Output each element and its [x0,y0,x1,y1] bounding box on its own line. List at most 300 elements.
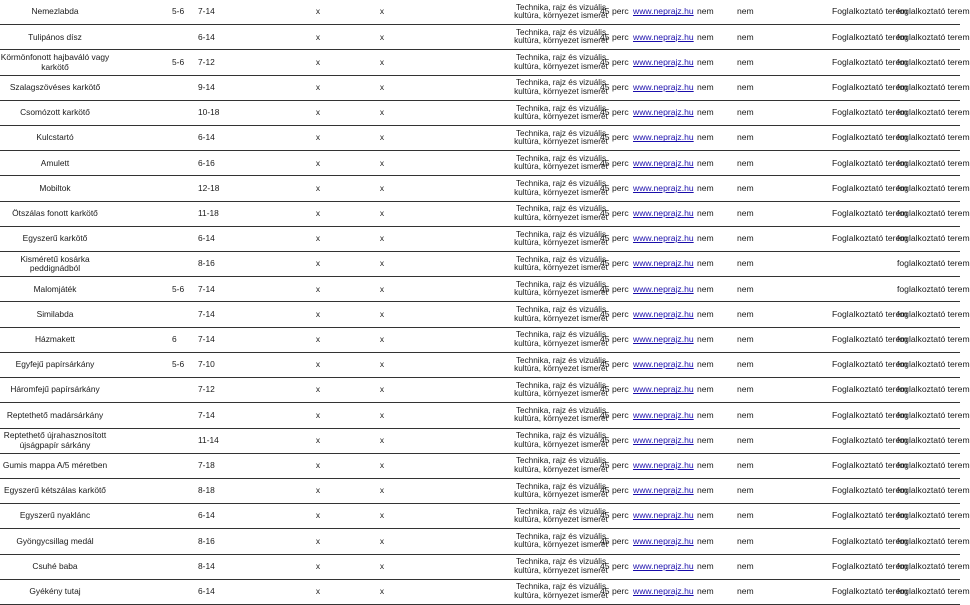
room-primary [832,277,896,301]
grade-lower: 5-6 [172,359,185,370]
table-row [0,277,970,302]
age-range: 11-18 [198,207,219,218]
option-a-value: nem [697,434,714,445]
mark-a: x [315,81,321,92]
option-a-value: nem [697,233,714,244]
room-primary: Foglalkoztató terem [832,409,908,420]
website-link[interactable]: www.neprajz.hu [633,6,694,17]
grade-lower: 5-6 [172,283,185,294]
website-link[interactable]: www.neprajz.hu [633,233,694,244]
program-name: Kulcstartó [36,132,74,143]
room-primary: Foglalkoztató terem [832,308,908,319]
option-a-value: nem [697,182,714,193]
program-name: Ötszálas fonott karkötő [12,207,98,218]
option-a-value: nem [697,258,714,269]
grade-lower [172,555,192,579]
grade-lower [172,252,192,276]
room-secondary: foglalkoztató terem [897,308,970,319]
program-name: Házmakett [34,334,76,344]
option-b-value: nem [737,233,754,244]
table-row [0,50,970,75]
age-range: 8-18 [198,485,215,496]
age-range: 7-12 [198,384,215,395]
grade-lower [172,227,192,251]
room-primary: Foglalkoztató terem [832,510,908,521]
program-name: Similabda [36,308,74,319]
mark-b: x [379,510,385,521]
room-secondary: foglalkoztató terem [897,586,970,597]
duration: 45 perc [600,182,629,193]
mark-b: x [379,31,385,42]
option-b-value: nem [737,56,754,67]
program-name: Gyékény tutaj [29,586,81,597]
room-secondary: foglalkoztató terem [897,434,970,445]
program-name: Csomózott karkötő [20,107,90,118]
subject-areas: Technika, rajz és vizuális kultúra, környezet ismeret [514,279,608,298]
website-link[interactable]: www.neprajz.hu [633,586,694,597]
table-row [0,126,970,151]
website-link[interactable]: www.neprajz.hu [633,560,694,571]
table-row [0,25,970,50]
mark-a: x [315,31,321,42]
subject-areas: Technika, rajz és vizuális kultúra, környezet ismeret [514,305,608,323]
program-name: Szalagszövéses karkötő [9,81,101,92]
option-b-value: nem [737,157,754,168]
age-range: 11-14 [198,434,219,445]
age-range: 6-14 [198,132,215,143]
option-b-value: nem [737,384,754,395]
option-a-value: nem [697,157,714,168]
age-range: 8-14 [198,560,215,571]
subject-areas: Technika, rajz és vizuális kultúra, környezet ismeret [514,103,608,121]
option-a-value: nem [697,485,714,496]
option-b-value: nem [737,258,754,269]
option-b-value: nem [737,308,754,319]
mark-b: x [379,460,385,471]
grade-lower [172,76,192,100]
option-b-value: nem [737,485,754,496]
mark-b: x [379,207,385,218]
age-range: 12-18 [198,182,220,193]
table-row [0,454,970,479]
mark-b: x [379,56,385,67]
option-b-value: nem [737,107,754,118]
mark-a: x [315,586,321,597]
grade-lower [172,378,192,402]
subject-areas: Technika, rajz és vizuális kultúra, környezet ismeret [514,204,608,222]
duration: 45 perc [600,384,629,395]
program-name: Tulipános dísz [28,31,82,42]
option-a-value: nem [697,586,714,597]
subject-areas: Technika, rajz és vizuális kultúra, környezet ismeret [514,128,608,147]
room-primary: Foglalkoztató terem [832,334,908,344]
age-range: 7-14 [198,6,215,17]
table-row [0,353,970,378]
option-b-value: nem [737,207,754,218]
table-row [0,479,970,504]
grade-lower [172,504,192,528]
duration: 45 perc [600,409,629,420]
option-a-value: nem [697,283,714,294]
subject-areas: Technika, rajz és vizuális kultúra, környezet ismeret [514,53,608,71]
option-b-value: nem [737,359,754,370]
mark-b: x [379,409,385,420]
age-range: 6-16 [198,157,215,168]
age-range: 6-14 [198,31,215,42]
room-secondary: foglalkoztató terem [897,56,970,67]
mark-b: x [379,182,385,193]
room-secondary: foglalkoztató terem [897,359,970,370]
option-a-value: nem [697,308,714,319]
room-primary: Foglalkoztató terem [832,6,908,17]
program-name: Reptethető madársárkány [6,409,104,420]
mark-a: x [315,6,321,17]
option-b-value: nem [737,510,754,521]
website-link[interactable]: www.neprajz.hu [633,384,694,395]
mark-a: x [315,359,321,370]
website-link[interactable]: www.neprajz.hu [633,132,694,143]
mark-b: x [379,560,385,571]
option-a-value: nem [697,56,714,67]
website-link[interactable]: www.neprajz.hu [633,510,694,521]
room-secondary: foglalkoztató terem [897,283,970,294]
table-row [0,101,970,126]
age-range: 6-14 [198,586,215,597]
subject-areas: Technika, rajz és vizuális kultúra, környezet ismeret [514,153,608,172]
website-link[interactable]: www.neprajz.hu [633,460,694,471]
subject-areas: Technika, rajz és vizuális kultúra, környezet ismeret [514,481,608,500]
subject-areas: Technika, rajz és vizuális kultúra, környezet ismeret [514,557,608,575]
room-secondary: foglalkoztató terem [897,31,970,42]
mark-a: x [315,157,321,168]
subject-areas: Technika, rajz és vizuális kultúra, környezet ismeret [514,229,608,247]
website-link[interactable]: www.neprajz.hu [633,31,694,42]
table-row [0,403,970,428]
room-primary: Foglalkoztató terem [832,535,908,546]
option-b-value: nem [737,409,754,420]
program-name: Egyfejű papírsárkány [15,359,95,370]
room-secondary: foglalkoztató terem [897,157,970,168]
room-secondary: foglalkoztató terem [897,334,970,344]
room-secondary: foglalkoztató terem [897,207,970,218]
option-b-value: nem [737,535,754,546]
program-name: Egyszerű nyaklánc [19,510,91,521]
grade-lower [172,529,192,553]
option-a-value: nem [697,207,714,218]
subject-areas: Technika, rajz és vizuális kultúra, környezet ismeret [514,456,608,474]
room-primary [832,252,896,276]
room-primary: Foglalkoztató terem [832,56,908,67]
subject-areas: Technika, rajz és vizuális kultúra, környezet ismeret [514,330,608,348]
subject-areas: Technika, rajz és vizuális kultúra, környezet ismeret [514,380,608,399]
mark-b: x [379,586,385,597]
subject-areas: Technika, rajz és vizuális kultúra, környezet ismeret [514,506,608,525]
program-name: Gumis mappa A/5 méretben [2,460,108,471]
grade-lower [172,176,192,200]
program-name: Amulett [40,157,70,168]
table-row [0,429,970,454]
duration: 45 perc [600,460,629,471]
age-range: 10-18 [198,107,220,118]
website-link[interactable]: www.neprajz.hu [633,334,694,344]
option-b-value: nem [737,182,754,193]
website-link[interactable]: www.neprajz.hu [633,283,694,294]
option-a-value: nem [697,510,714,521]
option-b-value: nem [737,560,754,571]
mark-b: x [379,384,385,395]
room-primary: Foglalkoztató terem [832,31,908,42]
program-name: Nemezlabda [31,6,79,17]
duration: 45 perc [600,157,629,168]
website-link[interactable]: www.neprajz.hu [633,207,694,218]
room-primary: Foglalkoztató terem [832,207,908,218]
grade-lower: 5-6 [172,6,185,17]
website-link[interactable]: www.neprajz.hu [633,182,694,193]
room-secondary: foglalkoztató terem [897,182,970,193]
table-row [0,555,970,580]
program-name: Mobiltok [39,182,71,193]
room-primary: Foglalkoztató terem [832,157,908,168]
mark-b: x [379,6,385,17]
room-primary: Foglalkoztató terem [832,460,908,471]
mark-b: x [379,157,385,168]
program-name: Gyöngycsillag medál [16,535,94,546]
option-b-value: nem [737,586,754,597]
website-link[interactable]: www.neprajz.hu [633,485,694,496]
mark-a: x [315,182,321,193]
mark-a: x [315,207,321,218]
mark-a: x [315,56,321,67]
room-secondary: foglalkoztató terem [897,560,970,571]
option-a-value: nem [697,560,714,571]
duration: 45 perc [600,586,629,597]
grade-lower [172,479,192,503]
option-b-value: nem [737,31,754,42]
mark-b: x [379,334,385,344]
duration: 45 perc [600,485,629,496]
room-secondary: foglalkoztató terem [897,258,970,269]
mark-b: x [379,258,385,269]
table-row [0,529,970,554]
room-secondary: foglalkoztató terem [897,485,970,496]
grade-lower [172,303,192,327]
mark-b: x [379,283,385,294]
mark-a: x [315,132,321,143]
grade-lower [172,580,192,604]
subject-areas: Technika, rajz és vizuális kultúra, környezet ismeret [514,532,608,550]
room-secondary: foglalkoztató terem [897,460,970,471]
room-primary: Foglalkoztató terem [832,434,908,445]
mark-b: x [379,485,385,496]
room-primary: Foglalkoztató terem [832,359,908,370]
age-range: 9-14 [198,81,215,92]
age-range: 7-12 [198,56,215,67]
option-a-value: nem [697,409,714,420]
mark-a: x [315,485,321,496]
option-b-value: nem [737,434,754,445]
room-primary: Foglalkoztató terem [832,107,908,118]
mark-b: x [379,359,385,370]
mark-a: x [315,409,321,420]
duration: 45 perc [600,56,629,67]
room-secondary: foglalkoztató terem [897,107,970,118]
option-b-value: nem [737,334,754,344]
mark-a: x [315,460,321,471]
room-secondary: foglalkoztató terem [897,233,970,244]
program-name: Háromfejű papírsárkány [10,384,100,395]
mark-b: x [379,535,385,546]
grade-lower: 6 [172,334,177,344]
table-row [0,328,970,353]
program-name: Csuhé baba [32,560,78,571]
website-link[interactable]: www.neprajz.hu [633,56,694,67]
program-name: Kisméretű kosárka peddignádból [20,253,90,274]
age-range: 6-14 [198,510,215,521]
grade-lower [172,101,192,125]
website-link[interactable]: www.neprajz.hu [633,359,694,370]
duration: 45 perc [600,308,629,319]
option-a-value: nem [697,535,714,546]
option-a-value: nem [697,132,714,143]
mark-a: x [315,233,321,244]
duration: 45 perc [600,6,629,17]
website-link[interactable]: www.neprajz.hu [633,107,694,118]
age-range: 6-14 [198,233,215,244]
table-row [0,176,970,201]
duration: 45 perc [600,434,629,445]
table-row [0,202,970,227]
grade-lower [172,429,192,453]
program-name: Egyszerű kétszálas karkötő [4,485,106,496]
age-range: 8-16 [198,535,215,546]
age-range: 7-18 [198,460,215,471]
grade-lower [172,25,192,49]
room-secondary: foglalkoztató terem [897,132,970,143]
room-secondary: foglalkoztató terem [897,510,970,521]
duration: 45 perc [600,334,629,344]
grade-lower [172,126,192,150]
grade-lower [172,403,192,427]
program-name: Egyszerű karkötő [22,233,88,244]
mark-a: x [315,560,321,571]
subject-areas: Technika, rajz és vizuális kultúra, környezet ismeret [514,78,608,96]
mark-b: x [379,81,385,92]
subject-areas: Technika, rajz és vizuális kultúra, környezet ismeret [514,355,608,373]
subject-areas: Technika, rajz és vizuális kultúra, környezet ismeret [514,179,608,197]
age-range: 8-16 [198,258,215,269]
option-b-value: nem [737,6,754,17]
room-primary: Foglalkoztató terem [832,81,908,92]
table-row [0,580,970,605]
mark-a: x [315,384,321,395]
program-name: Reptethető újrahasznosított újságpapír sárkány [3,430,107,450]
duration: 45 perc [600,107,629,118]
table-row [0,378,970,403]
age-range: 7-14 [198,283,215,294]
room-primary: Foglalkoztató terem [832,182,908,193]
mark-b: x [379,132,385,143]
table-row [0,504,970,529]
room-primary: Foglalkoztató terem [832,384,908,395]
duration: 45 perc [600,81,629,92]
table-row [0,252,970,277]
option-b-value: nem [737,132,754,143]
website-link[interactable]: www.neprajz.hu [633,409,694,420]
table-row [0,76,970,101]
option-b-value: nem [737,283,754,294]
option-b-value: nem [737,81,754,92]
grade-lower [172,151,192,175]
option-b-value: nem [737,460,754,471]
room-primary: Foglalkoztató terem [832,485,908,496]
option-a-value: nem [697,81,714,92]
duration: 45 perc [600,207,629,218]
room-secondary: foglalkoztató terem [897,409,970,420]
mark-a: x [315,258,321,269]
option-a-value: nem [697,31,714,42]
mark-a: x [315,308,321,319]
duration: 45 perc [600,31,629,42]
subject-areas: Technika, rajz és vizuális kultúra, környezet ismeret [514,431,608,449]
age-range: 7-14 [198,334,215,344]
subject-areas: Technika, rajz és vizuális kultúra, környezet ismeret [514,2,608,21]
room-secondary: foglalkoztató terem [897,384,970,395]
duration: 45 perc [600,132,629,143]
room-primary: Foglalkoztató terem [832,586,908,597]
table-row [0,303,970,328]
room-secondary: foglalkoztató terem [897,81,970,92]
duration: 45 perc [600,560,629,571]
website-link[interactable]: www.neprajz.hu [633,157,694,168]
duration: 45 perc [600,535,629,546]
room-secondary: foglalkoztató terem [897,535,970,546]
option-a-value: nem [697,107,714,118]
mark-a: x [315,107,321,118]
website-link[interactable]: www.neprajz.hu [633,81,694,92]
duration: 45 perc [600,283,629,294]
mark-a: x [315,535,321,546]
duration: 45 perc [600,233,629,244]
mark-a: x [315,434,321,445]
website-link[interactable]: www.neprajz.hu [633,535,694,546]
website-link[interactable]: www.neprajz.hu [633,434,694,445]
option-a-value: nem [697,384,714,395]
duration: 45 perc [600,510,629,521]
age-range: 7-14 [198,409,215,420]
age-range: 7-10 [198,359,215,370]
subject-areas: Technika, rajz és vizuális kultúra, környezet ismeret [514,254,608,273]
grade-lower [172,454,192,478]
table-row [0,151,970,176]
option-a-value: nem [697,6,714,17]
mark-b: x [379,308,385,319]
room-secondary: foglalkoztató terem [897,6,970,17]
mark-a: x [315,283,321,294]
website-link[interactable]: www.neprajz.hu [633,258,694,269]
duration: 45 perc [600,258,629,269]
option-a-value: nem [697,359,714,370]
mark-b: x [379,233,385,244]
room-primary: Foglalkoztató terem [832,233,908,244]
age-range: 7-14 [198,308,215,319]
subject-areas: Technika, rajz és vizuális kultúra, környezet ismeret [514,406,608,424]
option-a-value: nem [697,460,714,471]
website-link[interactable]: www.neprajz.hu [633,308,694,319]
mark-b: x [379,434,385,445]
option-a-value: nem [697,334,714,344]
subject-areas: Technika, rajz és vizuális kultúra, környezet ismeret [514,27,608,46]
subject-areas: Technika, rajz és vizuális kultúra, környezet ismeret [514,582,608,600]
